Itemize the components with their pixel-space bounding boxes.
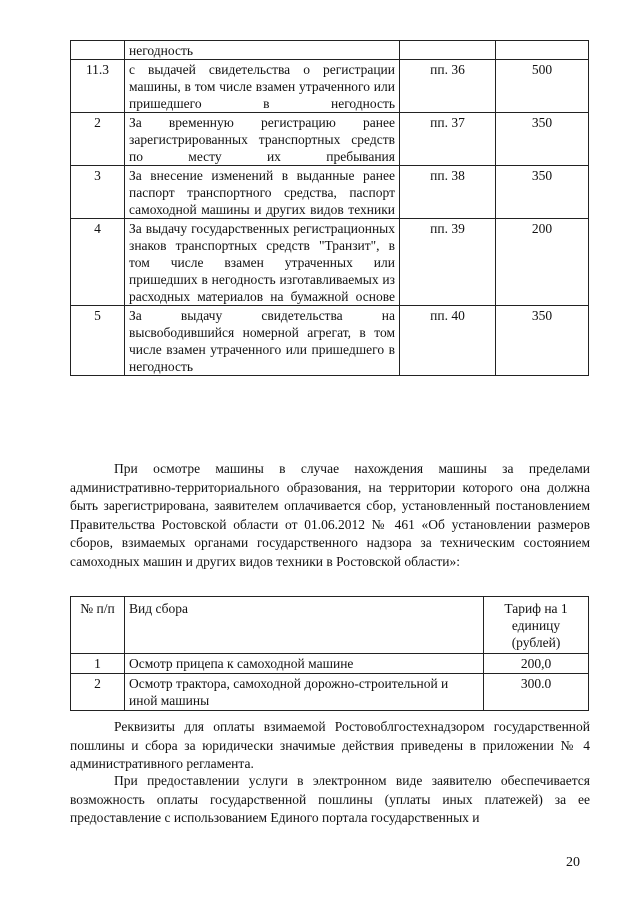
table-row: [71, 41, 589, 60]
row-amount: [496, 41, 589, 60]
row-number: 5: [71, 306, 125, 376]
row-reference: пп. 38: [400, 166, 496, 219]
paragraph-electronic-payment: При предоставлении услуги в электронном виде заявителю обеспечивается возможность оплаты государственной пошлины (уплаты иных платежей) за ее предоставление с использованием Единого портала государственных и: [70, 773, 590, 826]
header-number: № п/п: [71, 597, 125, 654]
row-number: 3: [71, 166, 125, 219]
inspection-fee-table: [70, 596, 589, 711]
table-row: [71, 219, 589, 306]
row-fee-type: Осмотр прицепа к самоходной машине: [125, 654, 484, 674]
row-amount: 500: [496, 60, 589, 113]
row-amount: 350: [496, 306, 589, 376]
row-description: За выдачу государственных регистрационных знаков транспортных средств "Транзит", в том числе взамен утраченных или пришедших в негодность изготавливаемых из расходных материалов на бумажной основе: [125, 219, 400, 306]
row-number: 11.3: [71, 60, 125, 113]
row-reference: пп. 40: [400, 306, 496, 376]
table-row: [71, 306, 589, 376]
header-tariff: Тариф на 1 единицу (рублей): [484, 597, 589, 654]
row-description: негодность: [125, 41, 400, 60]
row-tariff: 300.0: [484, 674, 589, 711]
row-description: За выдачу свидетельства на высвободившийся номерной агрегат, в том числе взамен утраченного или пришедшего в негодность: [125, 306, 400, 376]
table-row: [71, 166, 589, 219]
row-reference: пп. 37: [400, 113, 496, 166]
row-amount: 350: [496, 166, 589, 219]
table-row: [71, 654, 589, 674]
row-reference: пп. 36: [400, 60, 496, 113]
row-number: [71, 41, 125, 60]
row-reference: пп. 39: [400, 219, 496, 306]
row-description: За временную регистрацию ранее зарегистрированных транспортных средств по месту их пребывания: [125, 113, 400, 166]
row-reference: [400, 41, 496, 60]
row-number: 1: [71, 654, 125, 674]
paragraph-requisites: Реквизиты для оплаты взимаемой Ростовоблгостехнадзором государственной пошлины и сбора за юридически значимые действия приведены в приложении № 4 административного регламента.: [70, 719, 590, 772]
paragraph-inspection-fee: При осмотре машины в случае нахождения машины за пределами административно-территориального образования, на территории которого она должна быть зарегистрирована, заявителем оплачивается сбор, установленный постановлением Правительства Ростовской области от 01.06.2012 № 461 «Об установлении размеров сборов, взимаемых органами государственного надзора за техническим состоянием самоходных машин и других видов техники в Ростовской области»:: [70, 461, 590, 569]
row-number: 2: [71, 674, 125, 711]
table-row: [71, 60, 589, 113]
row-amount: 200: [496, 219, 589, 306]
row-description: с выдачей свидетельства о регистрации машины, в том числе взамен утраченного или пришедшего в негодность: [125, 60, 400, 113]
table-row: [71, 113, 589, 166]
row-amount: 350: [496, 113, 589, 166]
header-fee-type: Вид сбора: [125, 597, 484, 654]
table-row: [71, 674, 589, 711]
row-number: 2: [71, 113, 125, 166]
row-number: 4: [71, 219, 125, 306]
table-header-row: [71, 597, 589, 654]
page-number: 20: [566, 855, 580, 870]
fee-table: [70, 40, 589, 376]
row-description: За внесение изменений в выданные ранее паспорт транспортного средства, паспорт самоходной машины и других видов техники: [125, 166, 400, 219]
row-tariff: 200,0: [484, 654, 589, 674]
row-fee-type: Осмотр трактора, самоходной дорожно-строительной и иной машины: [125, 674, 484, 711]
